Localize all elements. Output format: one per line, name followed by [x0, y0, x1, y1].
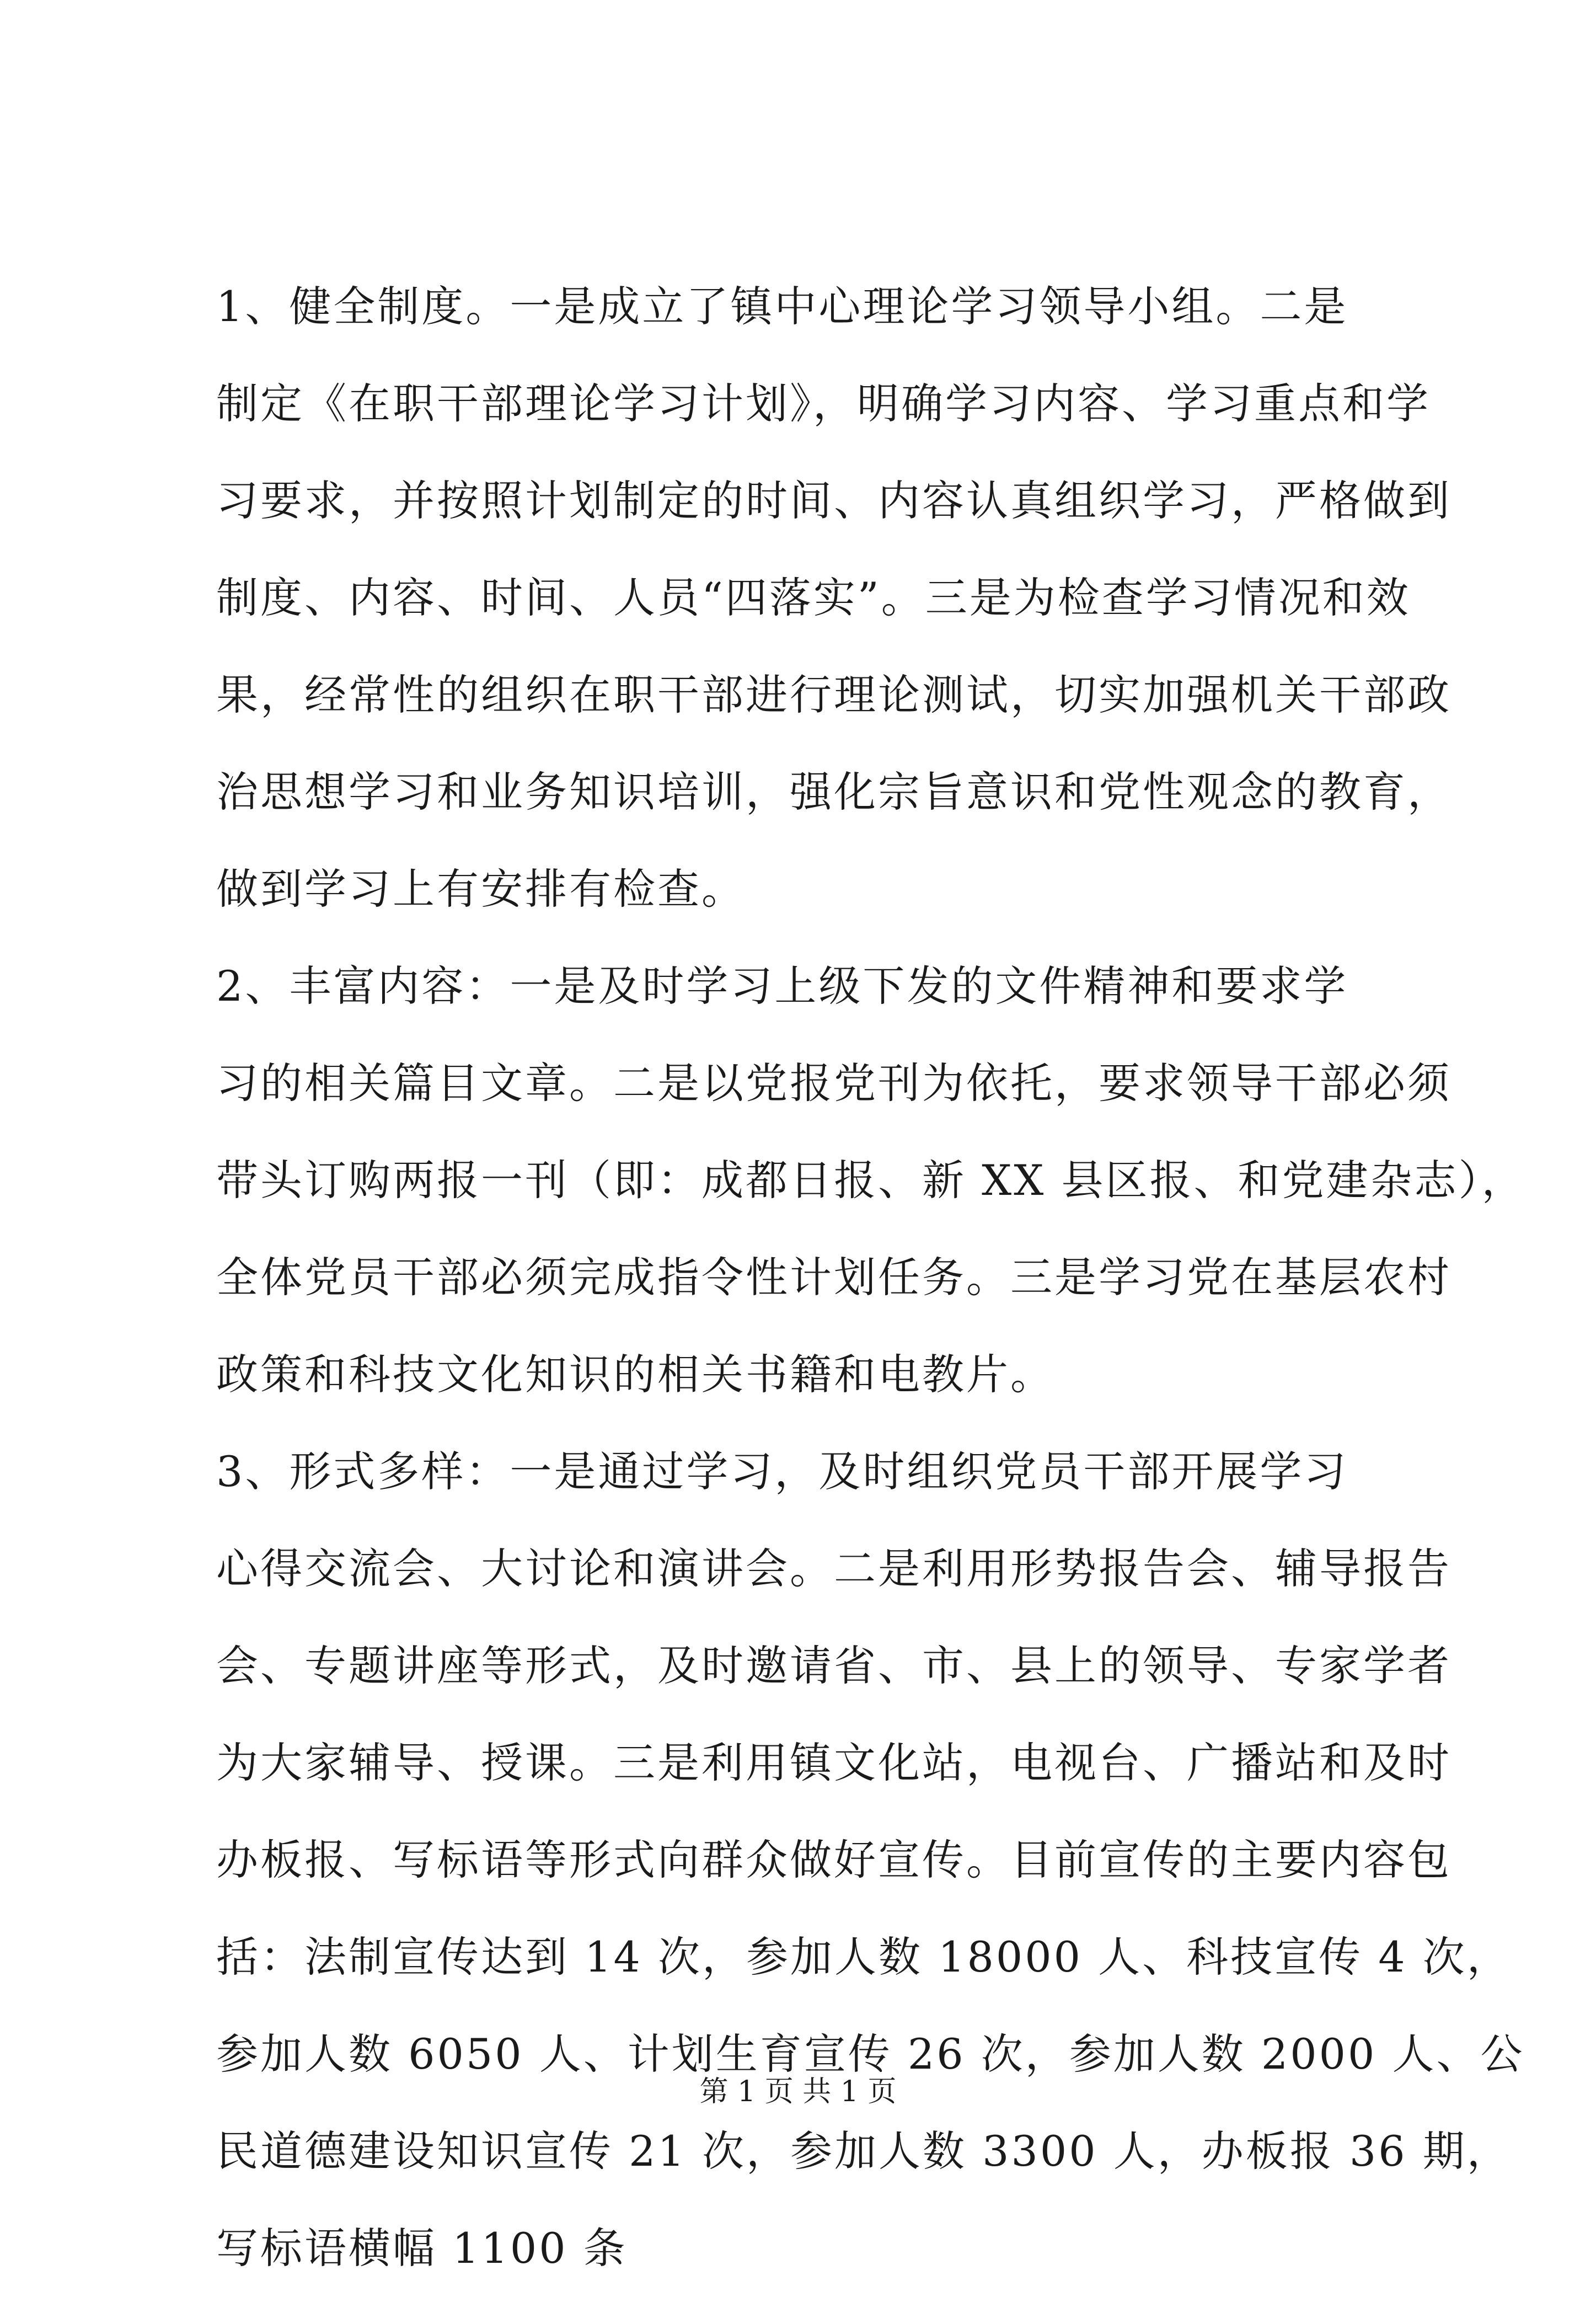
text-line: 民道德建设知识宣传 21 次，参加人数 3300 人，办板报 36 期， — [216, 2127, 1511, 2176]
text-line: 3、形式多样：一是通过学习，及时组织党员干部开展学习 — [216, 1447, 1348, 1496]
text-line: 治思想学习和业务知识培训，强化宗旨意识和党性观念的教育， — [216, 767, 1452, 816]
text-line: 会、专题讲座等形式，及时邀请省、市、县上的领导、专家学者 — [216, 1641, 1452, 1690]
document-body — [216, 258, 1526, 2297]
text-line: 2、丰富内容：一是及时学习上级下发的文件精神和要求学 — [216, 961, 1348, 1011]
text-line: 带头订购两报一刊（即：成都日报、新 XX 县区报、和党建杂志）， — [216, 1156, 1526, 1205]
text-line: 做到学习上有安排有检查。 — [216, 864, 746, 914]
text-line: 写标语横幅 1100 条 — [216, 2224, 628, 2273]
text-line: 办板报、写标语等形式向群众做好宣传。目前宣传的主要内容包 — [216, 1835, 1452, 1884]
page-footer: 第 1 页 共 1 页 — [699, 2075, 897, 2108]
text-line: 1、健全制度。一是成立了镇中心理论学习领导小组。二是 — [216, 282, 1348, 331]
text-line: 括：法制宣传达到 14 次，参加人数 18000 人、科技宣传 4 次， — [216, 1932, 1511, 1981]
text-line: 心得交流会、大讨论和演讲会。二是利用形势报告会、辅导报告 — [216, 1544, 1452, 1593]
text-line: 全体党员干部必须完成指令性计划任务。三是学习党在基层农村 — [216, 1253, 1452, 1302]
text-line: 制度、内容、时间、人员“四落实”。三是为检查学习情况和效 — [216, 573, 1411, 622]
text-line: 习要求，并按照计划制定的时间、内容认真组织学习，严格做到 — [216, 476, 1452, 525]
text-line: 为大家辅导、授课。三是利用镇文化站，电视台、广播站和及时 — [216, 1738, 1452, 1787]
text-line: 制定《在职干部理论学习计划》，明确学习内容、学习重点和学 — [216, 379, 1431, 428]
text-line: 政策和科技文化知识的相关书籍和电教片。 — [216, 1350, 1054, 1399]
text-line: 参加人数 6050 人、计划生育宣传 26 次，参加人数 2000 人、公 — [216, 2029, 1525, 2079]
text-line: 习的相关篇目文章。二是以党报党刊为依托，要求领导干部必须 — [216, 1059, 1452, 1108]
text-line: 果，经常性的组织在职干部进行理论测试，切实加强机关干部政 — [216, 670, 1452, 719]
